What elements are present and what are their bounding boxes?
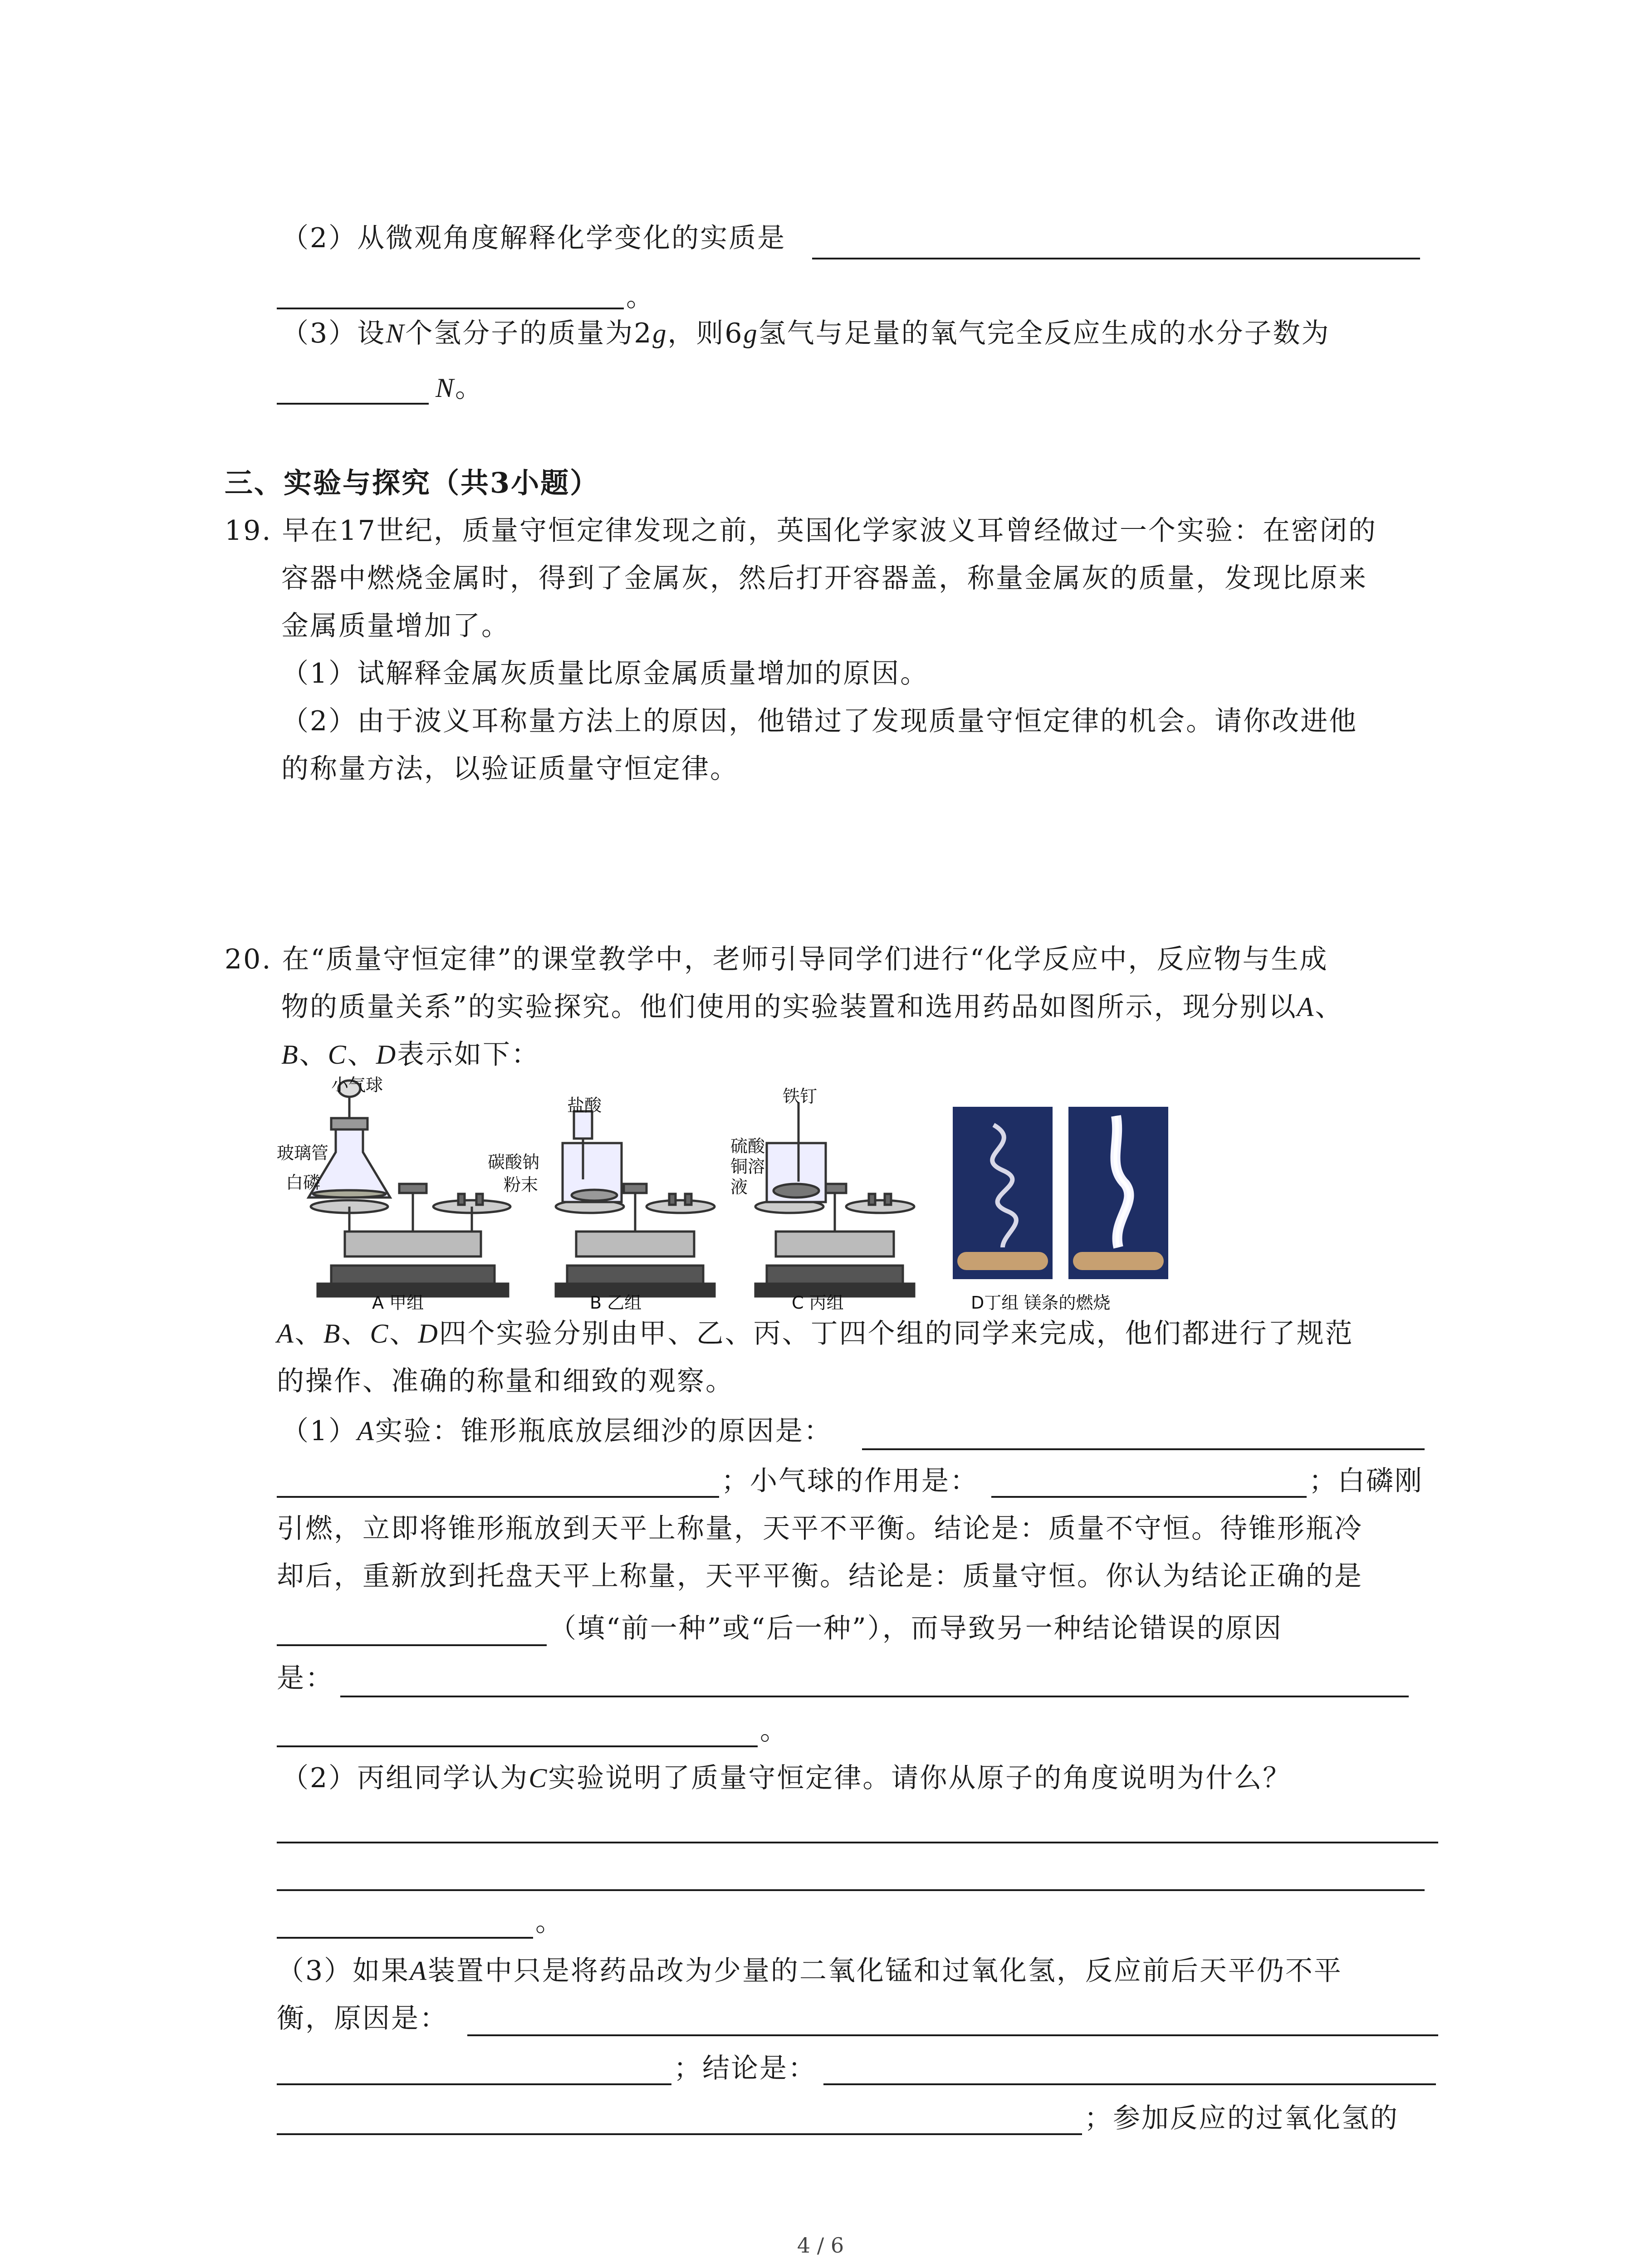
q18-part3-end: N。 — [436, 372, 484, 404]
q20-part1-line2-end: ；白磷刚 — [1309, 1465, 1423, 1497]
experiment-apparatus-drawing — [277, 1075, 1447, 1315]
q20-part1-end: 。 — [760, 1715, 789, 1746]
q18-part3-text: （3）设N个氢分子的质量为2g，则6g氢气与足量的氧气完全反应生成的水分子数为 — [281, 318, 1330, 349]
answer-blank[interactable] — [277, 1937, 533, 1939]
q20-part2-line1: （2）丙组同学认为C实验说明了质量守恒定律。请你从原子的角度说明为什么？ — [281, 1762, 1292, 1794]
balance-a — [309, 1080, 510, 1296]
answer-blank[interactable] — [991, 1496, 1307, 1498]
q20-line2: 物的质量关系”的实验探究。他们使用的实验装置和选用药品如图所示，现分别以A、 — [281, 991, 1344, 1023]
answer-blank[interactable] — [277, 1745, 758, 1747]
answer-blank[interactable] — [277, 1644, 547, 1646]
caption-a: A 甲组 — [372, 1293, 424, 1313]
label-copper-sulfate-3: 液 — [730, 1177, 748, 1197]
q20-line1: 20. 在“质量守恒定律”的课堂教学中，老师引导同学们进行“化学反应中，反应物与生成 — [225, 943, 1328, 975]
answer-blank[interactable] — [823, 2083, 1436, 2085]
answer-blank[interactable] — [862, 1448, 1425, 1450]
answer-blank[interactable] — [277, 2133, 1082, 2135]
label-copper-sulfate-2: 铜溶 — [730, 1157, 765, 1177]
q20-line3: B、C、D表示如下： — [281, 1039, 540, 1070]
q20-part3-line2: 衡，原因是： — [277, 2003, 448, 2034]
q20-part1-line6: 是： — [277, 1662, 334, 1694]
q20-part3-line1: （3）如果A装置中只是将药品改为少量的二氧化锰和过氧化氢，反应前后天平仍不平 — [277, 1955, 1342, 1987]
q20-part3-line4: ；参加反应的过氧化氢的 — [1084, 2102, 1399, 2134]
answer-blank[interactable] — [277, 403, 429, 405]
q19-line1: 19. 早在17世纪，质量守恒定律发现之前，英国化学家波义耳曾经做过一个实验：在密闭的 — [225, 515, 1377, 547]
answer-blank[interactable] — [277, 1889, 1425, 1891]
q19-part1: （1）试解释金属灰质量比原金属质量增加的原因。 — [281, 658, 929, 689]
q20-part1-line5: （填“前一种”或“后一种”），而导致另一种结论错误的原因 — [549, 1613, 1283, 1644]
caption-c: C 丙组 — [792, 1293, 844, 1313]
section-heading: 三、实验与探究（共3小题） — [225, 466, 600, 499]
q20-part1-line3: 引燃，立即将锥形瓶放到天平上称量，天平不平衡。结论是：质量不守恒。待锥形瓶冷 — [277, 1513, 1363, 1545]
q20-after-figure-line1: A、B、C、D四个实验分别由甲、乙、丙、丁四个组的同学来完成，他们都进行了规范 — [277, 1318, 1354, 1349]
q20-after-figure-line2: 的操作、准确的称量和细致的观察。 — [277, 1365, 734, 1397]
q19-part2-line2: 的称量方法，以验证质量守恒定律。 — [281, 753, 739, 785]
label-iron-nail: 铁钉 — [783, 1086, 818, 1106]
answer-blank[interactable] — [812, 258, 1420, 259]
balance-b — [556, 1111, 715, 1296]
answer-blank[interactable] — [467, 2034, 1438, 2036]
magnesium-burning-photos — [953, 1107, 1168, 1279]
label-glass-tube: 玻璃管 — [277, 1143, 329, 1163]
q20-part1-balloon-question: ；小气球的作用是： — [721, 1465, 979, 1497]
answer-blank[interactable] — [277, 1842, 1438, 1843]
q20-part1-line4: 却后，重新放到托盘天平上称量，天平平衡。结论是：质量守恒。你认为结论正确的是 — [277, 1560, 1363, 1592]
q19-line2: 容器中燃烧金属时，得到了金属灰，然后打开容器盖，称量金属灰的质量，发现比原来 — [281, 562, 1367, 594]
page-number: 4 / 6 — [797, 2233, 844, 2258]
label-copper-sulfate-1: 硫酸 — [730, 1136, 765, 1156]
label-hydrochloric-acid: 盐酸 — [567, 1095, 602, 1115]
experiment-figure — [277, 1075, 1447, 1315]
answer-blank[interactable] — [277, 308, 624, 309]
label-balloon: 小气球 — [331, 1075, 383, 1095]
caption-b: B 乙组 — [590, 1293, 642, 1313]
q20-part1-line1: （1）A实验：锥形瓶底放层细沙的原因是： — [281, 1415, 833, 1447]
q20-part2-end: 。 — [535, 1906, 564, 1938]
balance-c — [755, 1102, 914, 1296]
q18-part2-text: （2）从微观角度解释化学变化的实质是 — [281, 222, 786, 254]
q19-part2-line1: （2）由于波义耳称量方法上的原因，他错过了发现质量守恒定律的机会。请你改进他 — [281, 705, 1358, 737]
q18-part2-end: 。 — [626, 281, 655, 313]
answer-blank[interactable] — [340, 1696, 1409, 1697]
label-white-phosphorus: 白磷 — [286, 1173, 321, 1193]
q20-part3-conclusion: ；结论是： — [674, 2053, 817, 2084]
answer-blank[interactable] — [277, 1496, 719, 1498]
answer-blank[interactable] — [277, 2083, 671, 2085]
caption-d: D丁组 镁条的燃烧 — [971, 1293, 1111, 1313]
q19-line3: 金属质量增加了。 — [281, 610, 510, 642]
label-sodium-carbonate: 碳酸钠 — [488, 1152, 540, 1172]
label-powder: 粉末 — [504, 1175, 539, 1195]
